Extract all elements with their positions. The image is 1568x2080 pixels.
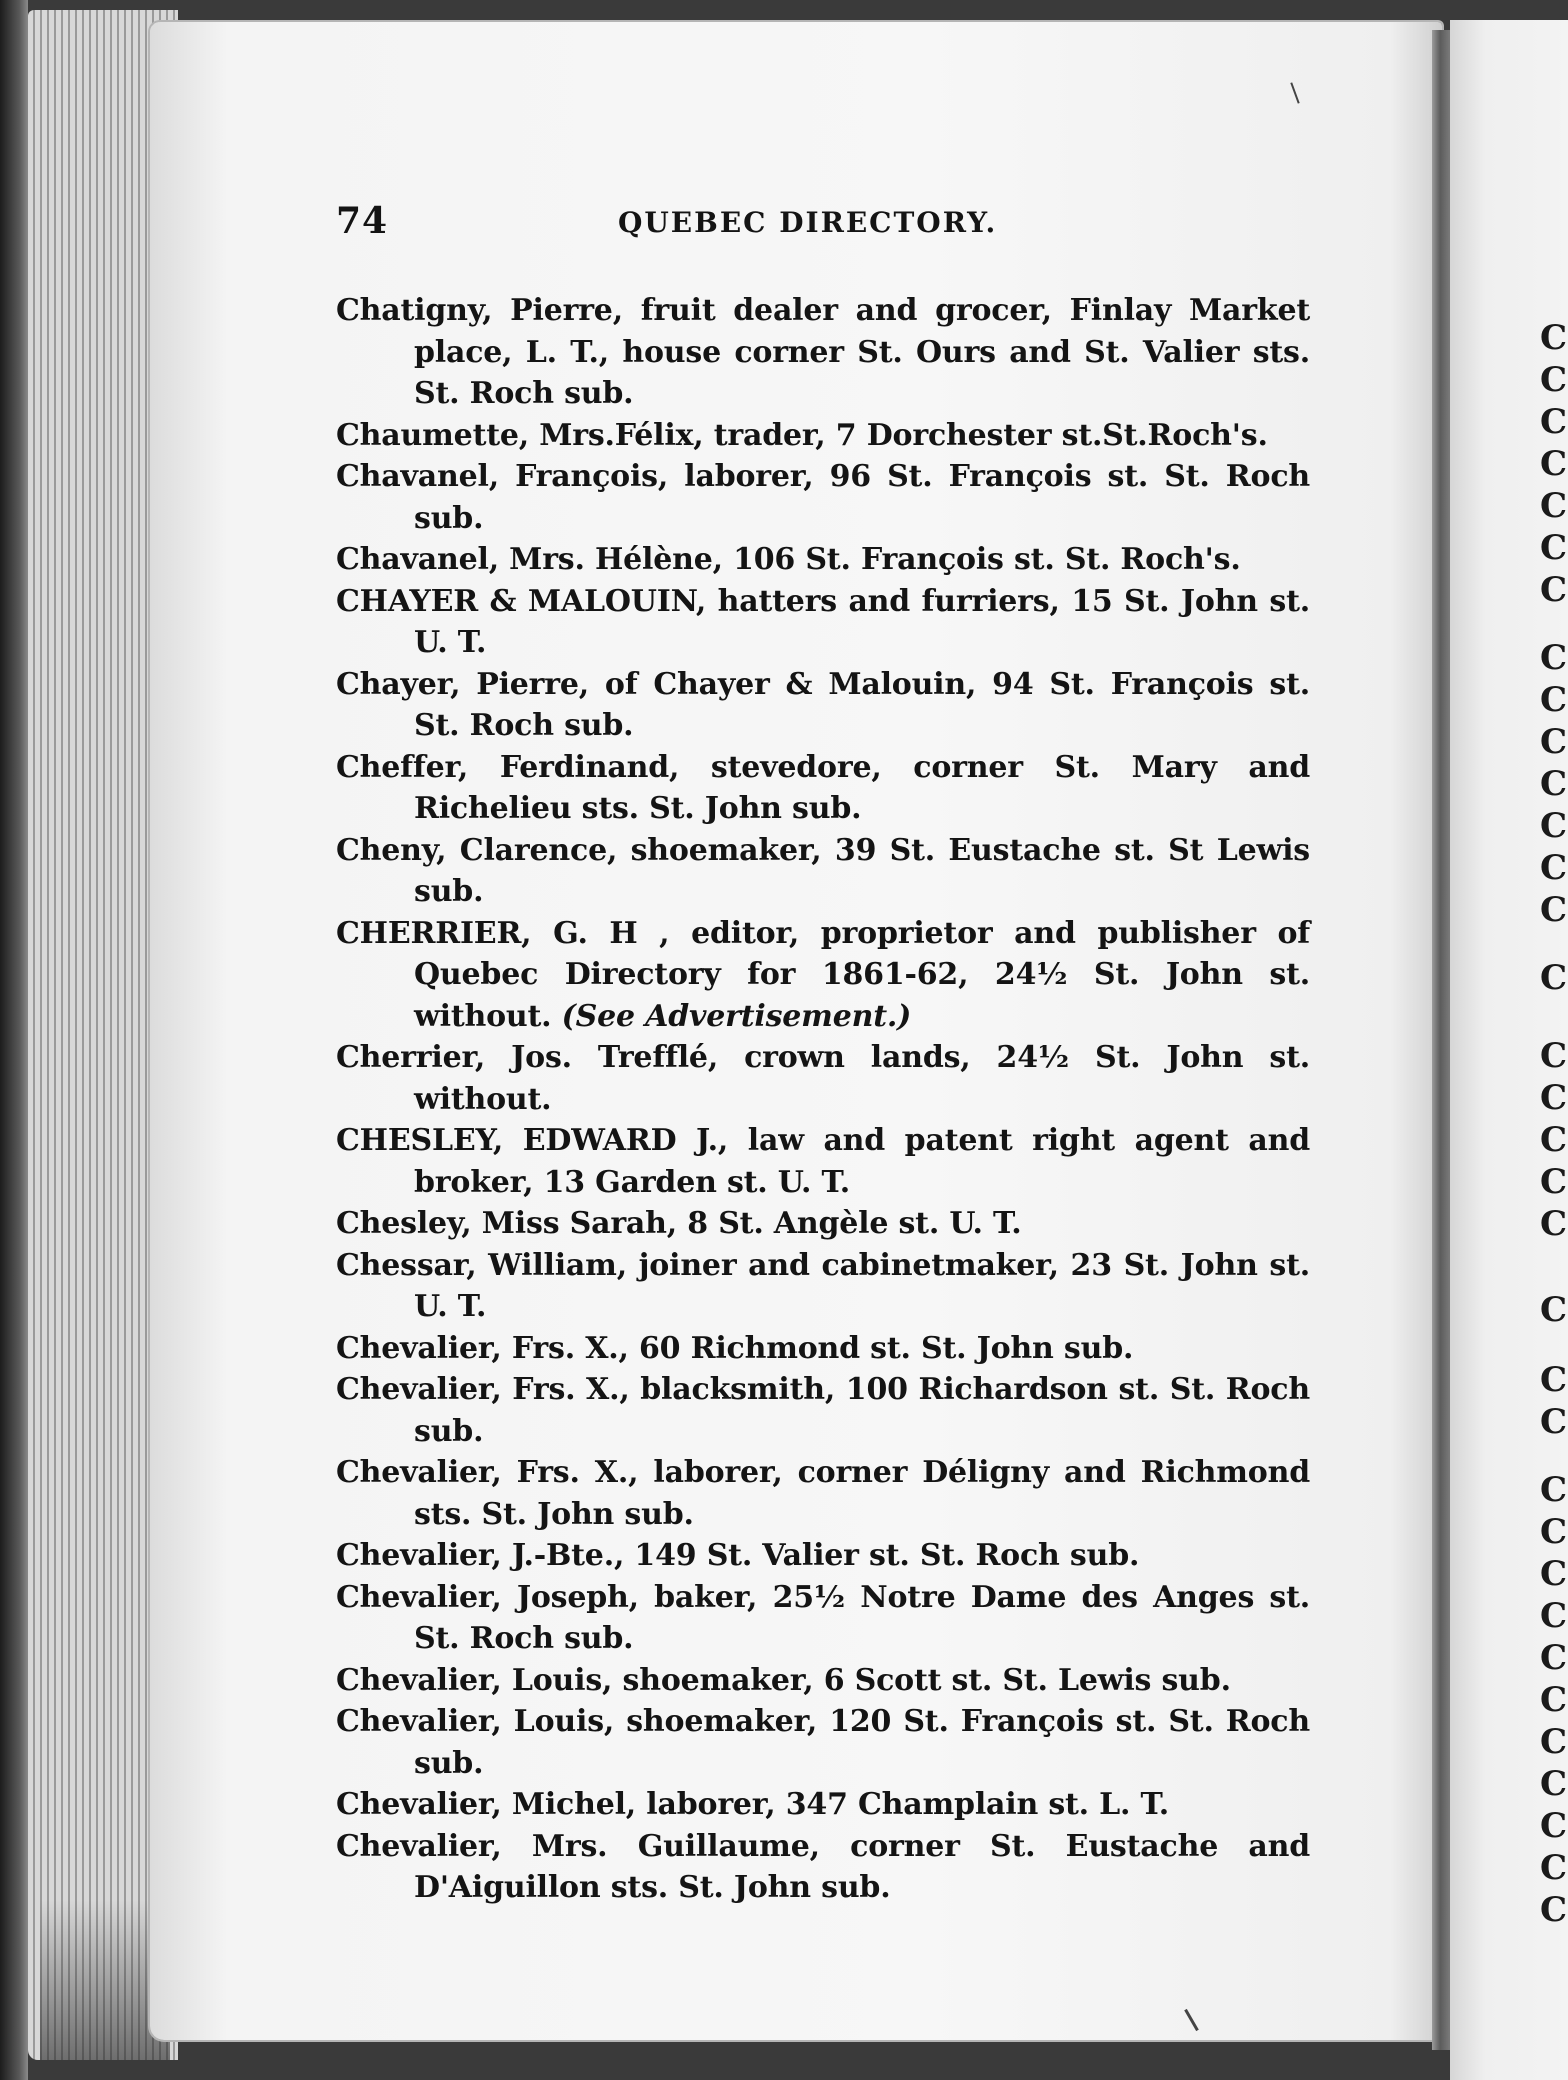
facing-page-letter: C [1540,806,1568,846]
facing-page-letter: C [1540,318,1568,358]
facing-page-letter: C [1540,1806,1568,1846]
directory-entry-cherrier [336,913,1310,1038]
book-gutter [1432,30,1450,2050]
facing-page-letter: C [1540,1890,1568,1930]
page-number: 74 [336,200,389,242]
directory-entry: Cheffer, Ferdinand, stevedore, corner St. Mary and Richelieu sts. St. John sub. [336,749,1310,826]
facing-page-letter: C [1540,360,1568,400]
facing-page-letter: C [1540,444,1568,484]
directory-entry: Chesley, Miss Sarah, 8 St. Angèle st. U. T. [336,1206,1022,1241]
directory-entries [336,290,1310,1909]
directory-entry: Chavanel, François, laborer, 96 St. François st. St. Roch sub. [336,459,1310,536]
directory-entry: Chatigny, Pierre, fruit dealer and grocer, Finlay Market place, L. T., house corner St. Ours and St. Valier sts. St. Roch sub. [336,293,1310,411]
facing-page-letter: C [1540,486,1568,526]
facing-page-letter: C [1540,1204,1568,1244]
directory-entry: Chevalier, Louis, shoemaker, 120 St. François st. St. Roch sub. [336,1704,1310,1781]
page-header [336,200,1310,270]
facing-page-letter: C [1540,1638,1568,1678]
directory-entry: Chevalier, Mrs. Guillaume, corner St. Eustache and D'Aiguillon sts. St. John sub. [336,1828,1310,1905]
directory-entry: Chayer, Pierre, of Chayer & Malouin, 94 St. François st. St. Roch sub. [336,666,1310,743]
facing-page-letter: C [1540,1512,1568,1552]
directory-entry: Chevalier, Joseph, baker, 25½ Notre Dame des Anges st. St. Roch sub. [336,1579,1310,1656]
directory-entry: Chessar, William, joiner and cabinetmaker, 23 St. John st. U. T. [336,1247,1310,1324]
facing-page-letter: C [1540,1036,1568,1076]
facing-page-letter: C [1540,1470,1568,1510]
facing-page-letter: C [1540,1596,1568,1636]
directory-entry: Cherrier, Jos. Trefflé, crown lands, 24½ St. John st. without. [336,1040,1310,1117]
facing-page-letter: C [1540,958,1568,998]
facing-page-letter: C [1540,1848,1568,1888]
directory-entry: Chevalier, Frs. X., 60 Richmond st. St. John sub. [336,1330,1134,1366]
facing-page-letter: C [1540,722,1568,762]
entry-text: CHERRIER, G. H , editor, proprietor and publisher of Quebec Directory for 1861-62, 24½ St. John st. without. [336,915,1310,1034]
facing-page-letter: C [1540,1764,1568,1804]
directory-entry: Chevalier, Frs. X., blacksmith, 100 Richardson st. St. Roch sub. [336,1372,1310,1449]
facing-page-letter: C [1540,1360,1568,1400]
directory-entry: Chavanel, Mrs. Hélène, 106 St. François st. St. Roch's. [336,542,1241,577]
page-text [336,200,1310,1905]
facing-page-letter: C [1540,1162,1568,1202]
directory-entry: Chevalier, J.-Bte., 149 St. Valier st. St. Roch sub. [336,1538,1140,1573]
book-spine-shadow [0,0,28,2080]
directory-entry: Chevalier, Frs. X., laborer, corner Déligny and Richmond sts. St. John sub. [336,1455,1310,1532]
facing-page-letter: C [1540,848,1568,888]
advertisement-note: (See Advertisement.) [561,998,912,1034]
directory-entry: Cheny, Clarence, shoemaker, 39 St. Eustache st. St Lewis sub. [336,832,1310,909]
facing-page-letter: C [1540,1290,1568,1330]
facing-page-letter: C [1540,1680,1568,1720]
facing-page-letter: C [1540,528,1568,568]
facing-page-letter: C [1540,638,1568,678]
facing-page-letter: C [1540,402,1568,442]
directory-entry: CHAYER & MALOUIN, hatters and furriers, 15 St. John st. U. T. [336,583,1310,660]
running-head: QUEBEC DIRECTORY. [618,206,998,239]
facing-page-letter: C [1540,680,1568,720]
facing-page-letter: C [1540,1554,1568,1594]
directory-entry: Chaumette, Mrs.Félix, trader, 7 Dorchester st.St.Roch's. [336,417,1268,453]
facing-page-letter: C [1540,890,1568,930]
facing-page-letter: C [1540,1120,1568,1160]
directory-entry: CHESLEY, EDWARD J., law and patent right agent and broker, 13 Garden st. U. T. [336,1123,1310,1200]
facing-page-letter: C [1540,1402,1568,1442]
facing-page-letter: C [1540,1722,1568,1762]
facing-page-letter: C [1540,570,1568,610]
directory-entry: Chevalier, Louis, shoemaker, 6 Scott st. St. Lewis sub. [336,1662,1231,1698]
directory-entry: Chevalier, Michel, laborer, 347 Champlain st. L. T. [336,1787,1170,1822]
facing-page-letter: C [1540,764,1568,804]
facing-page-letter: C [1540,1078,1568,1118]
